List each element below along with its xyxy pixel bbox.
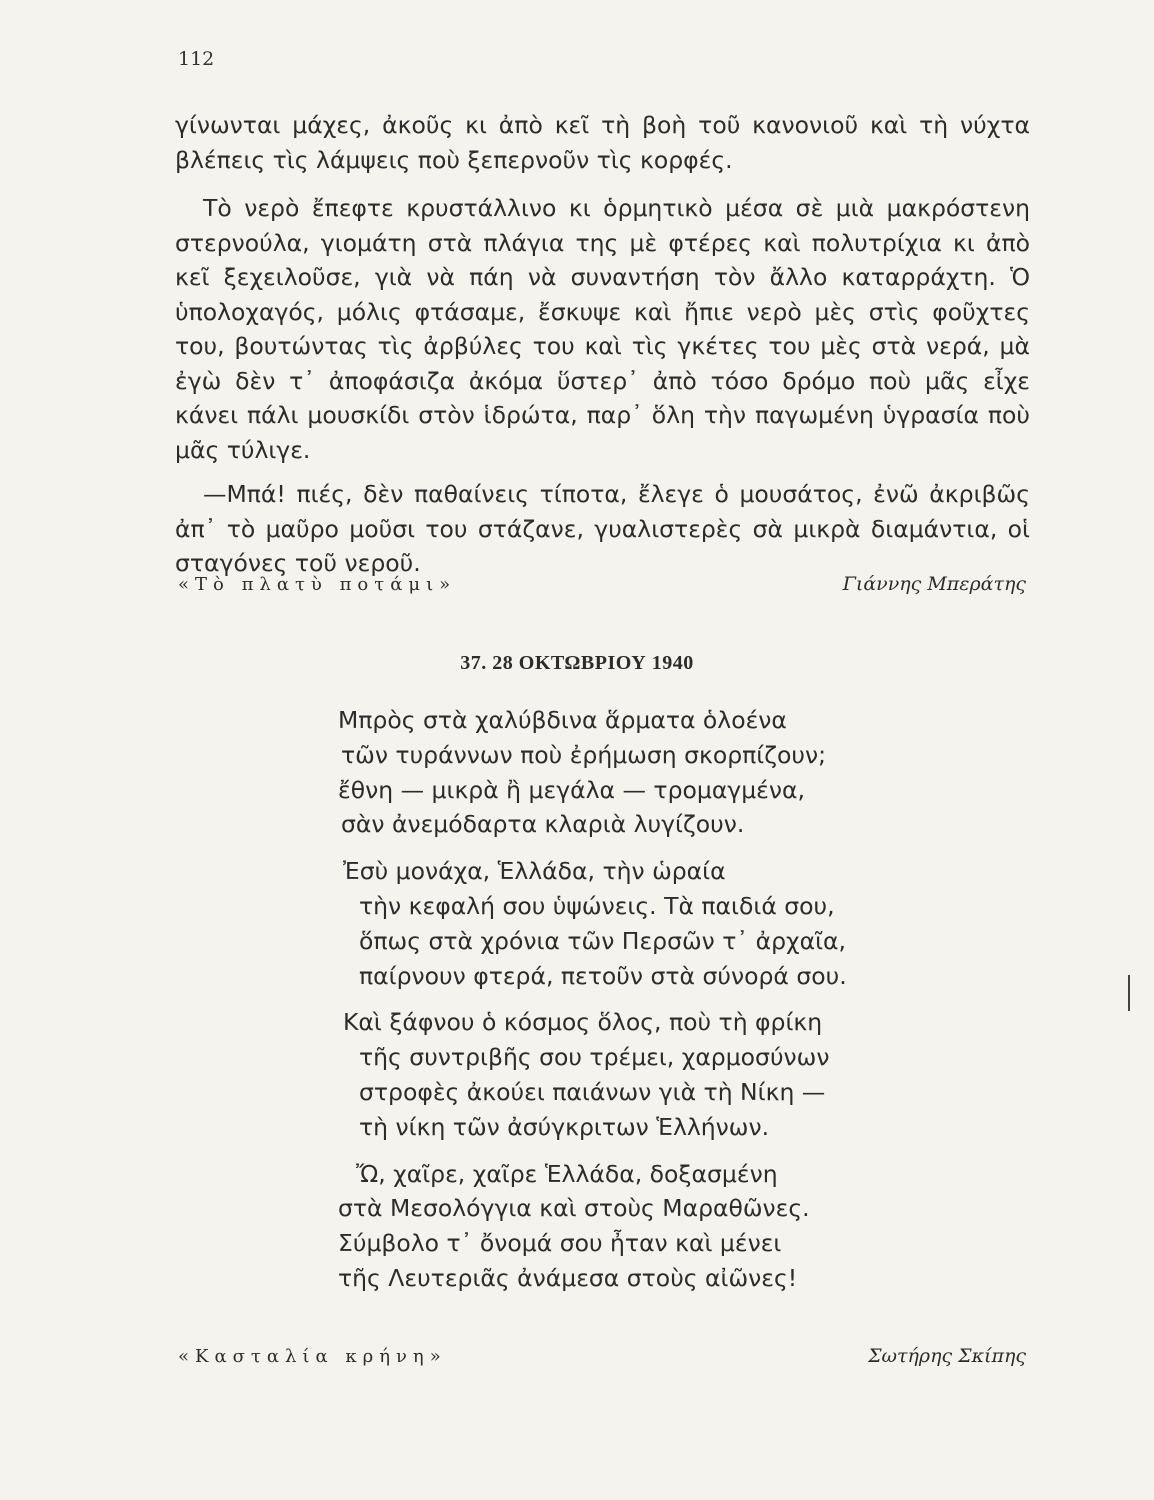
poem-line: σὰν ἀνεμόδαρτα κλαριὰ λυγίζουν. <box>341 810 745 839</box>
poem-line: ὅπως στὰ χρόνια τῶν Περσῶν τ᾽ ἀρχαῖα, <box>359 926 847 955</box>
poem-line: παίρνουν φτερά, πετοῦν στὰ σύνορά σου. <box>359 961 847 990</box>
poem-line: Καὶ ξάφνου ὁ κόσμος ὅλος, ποὺ τὴ φρίκη <box>343 1008 823 1037</box>
poem-line: τῆς συντριβῆς σου τρέμει, χαρμοσύνων <box>359 1043 830 1072</box>
attribution-row <box>178 573 1026 595</box>
prose-paragraph: γίνωνται μάχες, ἀκοῦς κι ἀπὸ κεῖ τὴ βοὴ τοῦ κανονιοῦ καὶ τὴ νύχτα βλέπεις τὶς λάμψεις ποὺ ξεπερνοῦν τὶς κορφές. <box>175 111 1030 174</box>
prose-paragraph: —Μπά! πιές, δὲν παθαίνεις τίποτα, ἔλεγε ὁ μουσάτος, ἐνῶ ἀκριβῶς ἀπ᾽ τὸ μαῦρο μοῦσι του στάζανε, γυαλιστερὲς σὰ μικρὰ διαμάντια, οἱ σταγόνες τοῦ νεροῦ. <box>175 480 1030 577</box>
margin-mark <box>1128 975 1130 1011</box>
poem-stanza <box>338 703 847 842</box>
poem-line: τὴ νίκη τῶν ἀσύγκριτων Ἑλλήνων. <box>359 1112 770 1141</box>
poem-line: Μπρὸς στὰ χαλύβδινα ἅρματα ὁλοένα <box>338 706 787 734</box>
source-title: «Κασταλία κρήνη» <box>178 1346 447 1367</box>
poem-stanza <box>338 1157 847 1296</box>
page-number: 112 <box>178 48 215 70</box>
poem <box>338 703 847 1308</box>
poem-line: τὴν κεφαλή σου ὑψώνεις. Τὰ παιδιά σου, <box>359 891 835 920</box>
source-title: «Τὸ πλατὺ ποτάμι» <box>178 574 457 595</box>
prose-paragraph: Τὸ νερὸ ἔπεφτε κρυστάλλινο κι ὁρμητικὸ μέσα σὲ μιὰ μακρόστενη στερνούλα, γιομάτη στὰ πλάγια της μὲ φτέρες καὶ πολυτρίχια κι ἀπὸ κεῖ ξεχειλοῦσε, γιὰ νὰ πάη νὰ συναντήση τὸν ἄλλο καταρράχτη. Ὁ ὑπολοχαγός, μόλις φτάσαμε, ἔσκυψε καὶ ἤπιε νερὸ μὲς στὶς φοῦχτες του, βουτώντας τὶς ἀρβύλες του καὶ τὶς γκέτες του μὲς στὰ νερά, μὰ ἐγὼ δὲν τ᾽ ἀποφάσιζα ἀκόμα ὕστερ᾽ ἀπὸ τόσο δρόμο ποὺ μᾶς εἶχε κάνει πάλι μουσκίδι στὸν ἱδρώτα, παρ᾽ ὅλη τὴν παγωμένη ὑγρασία ποὺ μᾶς τύλιγε. <box>175 194 1030 464</box>
poem-line: στροφὲς ἀκούει παιάνων γιὰ τὴ Νίκη — <box>359 1077 826 1106</box>
poem-line: τῆς Λευτεριᾶς ἀνάμεσα στοὺς αἰῶνες! <box>338 1263 798 1292</box>
poem-stanza <box>338 854 847 993</box>
poem-stanza <box>338 1005 847 1144</box>
poem-line: Σύμβολο τ᾽ ὄνομά σου ἦταν καὶ μένει <box>338 1229 782 1258</box>
author-name: Γιάννης Μπεράτης <box>842 573 1026 595</box>
poem-line: τῶν τυράννων ποὺ ἐρήμωση σκορπίζουν; <box>341 740 827 769</box>
poem-line: Ὤ, χαῖρε, χαῖρε Ἑλλάδα, δοξασμένη <box>356 1159 778 1188</box>
attribution-row <box>178 1345 1026 1367</box>
poem-line: Ἐσὺ μονάχα, Ἑλλάδα, τὴν ὡραία <box>343 857 726 886</box>
author-name: Σωτήρης Σκίπης <box>868 1345 1026 1367</box>
poem-line: ἔθνη — μικρὰ ἢ μεγάλα — τρομαγμένα, <box>338 775 805 804</box>
section-heading: 37. 28 ΟΚΤΩΒΡΙΟΥ 1940 <box>460 652 694 674</box>
poem-line: στὰ Μεσολόγγια καὶ στοὺς Μαραθῶνες. <box>338 1194 810 1223</box>
prose-text <box>175 108 1030 591</box>
